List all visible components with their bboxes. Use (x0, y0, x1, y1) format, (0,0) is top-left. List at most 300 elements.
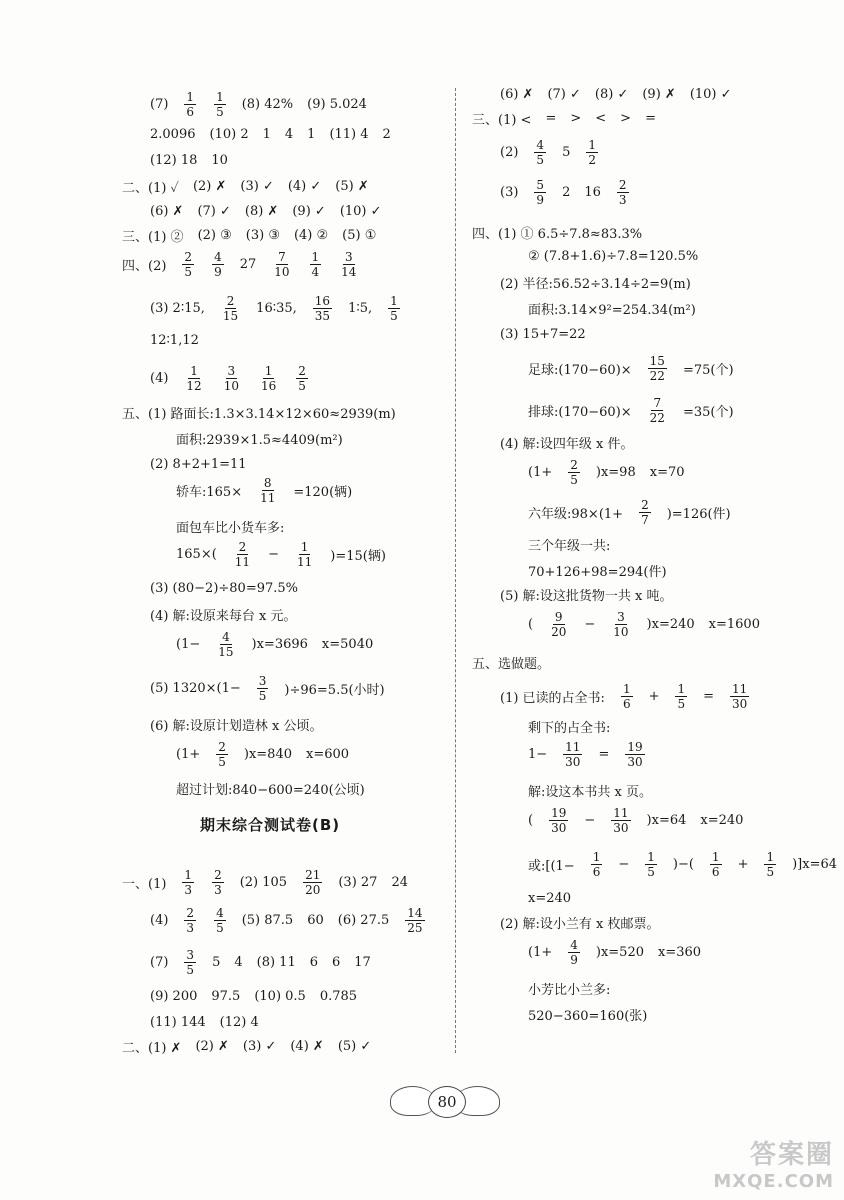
answer-text: (9) ✓ (292, 203, 326, 219)
answer-text: 剩下的占全书: (528, 720, 611, 736)
fraction-numerator: 2 (238, 539, 247, 554)
answer-text: 六年级:98×(1+ (528, 506, 624, 522)
fraction-denominator: 5 (298, 378, 306, 393)
fraction-denominator: 14 (341, 264, 357, 279)
fraction-numerator: 2 (186, 905, 195, 920)
answer-text: 三、(1) ② (122, 229, 184, 245)
fraction-numerator: 4 (570, 937, 578, 952)
answer-text: (11) 144 (150, 1014, 206, 1030)
fraction (532, 179, 548, 206)
answer-line (176, 768, 365, 808)
answer-text: (4) (150, 912, 169, 928)
answer-text: 27 (239, 256, 257, 272)
fraction (214, 741, 230, 768)
fraction-numerator: 4 (216, 905, 224, 920)
fraction-denominator: 5 (570, 472, 578, 487)
section-title: 期末综合测试卷(B) (200, 816, 341, 834)
fraction-numerator: 2 (618, 177, 627, 192)
fraction (532, 139, 548, 166)
fraction-numerator: 1 (588, 137, 596, 152)
fraction-denominator: 3 (618, 192, 627, 207)
answer-text: (5) 解:设这批货物一共 x 吨。 (500, 588, 673, 604)
answer-line (528, 994, 647, 1034)
fraction-denominator: 5 (216, 104, 224, 119)
fraction-numerator: 1 (711, 849, 720, 864)
fraction-denominator: 6 (711, 864, 720, 879)
fraction (403, 907, 426, 934)
answer-line (528, 452, 685, 492)
answer-text: 五、选做题。 (472, 656, 551, 672)
fraction-numerator: 2 (226, 293, 235, 308)
fraction-numerator: 1 (766, 849, 775, 864)
answer-text: (3) 2∶15, (150, 300, 205, 316)
fraction (257, 365, 280, 392)
answer-text: = (545, 110, 557, 126)
answer-text: =120(辆) (293, 484, 353, 500)
fraction-denominator: 20 (305, 882, 321, 897)
answer-line (176, 470, 352, 510)
answer-text: 1∶5, (348, 300, 373, 316)
answer-text: 0.785 (319, 988, 358, 1004)
fraction (623, 741, 646, 768)
fraction (728, 683, 751, 710)
answer-text: (8) 42% (241, 96, 294, 112)
fraction-numerator: 1 (300, 539, 309, 554)
answer-text: (1+ (528, 944, 553, 960)
answer-text: (5) ✗ (335, 178, 369, 194)
answer-line (528, 844, 837, 884)
fraction-numerator: 1 (264, 363, 273, 378)
fraction (337, 251, 360, 278)
answer-text: x=70 (649, 464, 685, 480)
answer-text: (4) ✗ (290, 1038, 324, 1054)
answer-text: 面包车比小货车多: (176, 520, 285, 536)
answer-text: x=5040 (321, 636, 374, 652)
answer-text: (7) (150, 954, 169, 970)
fraction (294, 365, 310, 392)
fraction-denominator: 16 (260, 378, 277, 393)
answer-text: (3) ✓ (240, 178, 274, 194)
answer-text: 97.5 (211, 988, 241, 1004)
fraction-denominator: 6 (622, 696, 631, 711)
fraction (293, 541, 316, 568)
fraction-numerator: 1 (311, 249, 320, 264)
answer-text: 4 (284, 126, 294, 142)
fraction (214, 631, 237, 658)
answer-text: (4) (150, 370, 169, 386)
fraction (180, 869, 196, 896)
answer-text: 16 (584, 184, 601, 200)
fraction-numerator: 2 (641, 497, 649, 512)
answer-text: 4 (234, 954, 243, 970)
answer-text: (12) 4 (219, 1014, 259, 1030)
fraction (311, 295, 334, 322)
answer-text: = (645, 110, 656, 126)
fraction (609, 611, 632, 638)
answer-text: (8) 11 (256, 954, 296, 970)
answer-text: 2 (562, 184, 571, 200)
answer-text: (4) ② (293, 227, 329, 243)
answer-text: − (268, 546, 279, 562)
fraction-numerator: 15 (649, 353, 665, 368)
answer-text: ② (7.8+1.6)÷7.8=120.5% (528, 248, 699, 264)
answer-text: )=126(件) (666, 506, 731, 522)
answer-text: )x=240 (646, 616, 695, 632)
fraction-denominator: 5 (647, 864, 655, 879)
answer-line (500, 172, 631, 212)
fraction-numerator: 7 (653, 395, 662, 410)
fraction-denominator: 15 (218, 644, 234, 659)
fraction-denominator: 22 (649, 410, 665, 425)
answer-text: )x=3696 (251, 636, 308, 652)
answer-text: (10) ✓ (339, 203, 382, 219)
answer-text: > (620, 110, 632, 126)
answer-text: 四、(1) ① 6.5÷7.8≈83.3% (472, 226, 643, 242)
answer-text: (2) ✗ (192, 178, 227, 194)
answer-text: (6) ✗ (500, 86, 534, 102)
answer-text: 17 (354, 954, 371, 970)
fraction-denominator: 10 (274, 264, 290, 279)
answer-text: 足球:(170−60)× (528, 362, 632, 378)
fraction-denominator: 5 (677, 696, 686, 711)
answer-text: 5 (212, 954, 221, 970)
answer-text: 60 (307, 912, 324, 928)
answer-text: 12∶1,12 (150, 332, 199, 348)
answer-text: (3) ③ (245, 227, 280, 243)
answer-text: (11) 4 (329, 126, 369, 142)
fraction-denominator: 5 (766, 864, 775, 879)
fraction-numerator: 3 (617, 609, 625, 624)
fraction-denominator: 25 (407, 920, 423, 935)
fraction (566, 459, 582, 486)
fraction (386, 295, 402, 322)
answer-text: (3) 15+7=22 (500, 326, 586, 342)
answer-text: ( (528, 616, 534, 632)
fraction-denominator: 9 (536, 192, 545, 207)
fraction (255, 675, 271, 702)
fraction-denominator: 30 (613, 820, 629, 835)
fraction-numerator: 21 (305, 867, 321, 882)
fraction (584, 139, 600, 166)
answer-text: 排球:(170−60)× (528, 404, 632, 420)
fraction (637, 499, 653, 526)
answer-text: (9) 5.024 (307, 96, 367, 112)
fraction-denominator: 2 (588, 152, 596, 167)
fraction (270, 251, 293, 278)
fraction-denominator: 5 (390, 308, 398, 323)
answer-line (122, 862, 408, 902)
fraction-numerator: 8 (263, 475, 272, 490)
fraction (256, 477, 279, 504)
fraction-denominator: 3 (214, 882, 222, 897)
fraction-numerator: 1 (592, 849, 601, 864)
answer-text: − (584, 812, 596, 828)
fraction-denominator: 11 (296, 554, 313, 569)
answer-text: )−( (672, 856, 694, 872)
fraction-denominator: 5 (536, 152, 545, 167)
answer-text: (7) (150, 96, 169, 112)
fraction-numerator: 2 (184, 249, 193, 264)
fraction-numerator: 2 (570, 457, 578, 472)
answer-text: (1− (176, 636, 201, 652)
answer-text: =35(个) (682, 404, 734, 420)
answer-text: 1 (307, 126, 316, 142)
fraction-denominator: 5 (218, 754, 226, 769)
fraction-denominator: 22 (649, 368, 665, 383)
fraction (547, 611, 570, 638)
fraction (301, 869, 324, 896)
fraction-numerator: 1 (622, 681, 631, 696)
answer-text: 1 (262, 126, 271, 142)
answer-text: (10) 2 (209, 126, 249, 142)
answer-text: 70+126+98=294(件) (528, 564, 667, 580)
fraction (182, 907, 198, 934)
fraction-numerator: 4 (222, 629, 230, 644)
fraction-numerator: 7 (278, 249, 286, 264)
answer-text: 四、(2) (122, 258, 167, 274)
fraction-numerator: 19 (551, 805, 567, 820)
answer-text: 1− (528, 746, 548, 762)
answer-text: 6 (309, 954, 318, 970)
answer-text: < (595, 110, 607, 126)
fraction (182, 365, 205, 392)
fraction (619, 683, 635, 710)
answer-line (528, 604, 760, 644)
answer-text: x=240 (528, 890, 572, 906)
answer-text: x=600 (306, 746, 350, 762)
fraction-numerator: 9 (554, 609, 563, 624)
fraction-denominator: 30 (627, 754, 643, 769)
answer-line (150, 900, 427, 940)
answer-text: 16∶35, (256, 300, 297, 316)
fraction-denominator: 9 (214, 264, 222, 279)
fraction (566, 939, 582, 966)
answer-line (500, 132, 600, 172)
answer-text: )x=840 (243, 746, 292, 762)
fraction-denominator: 9 (570, 952, 578, 967)
answer-text: 一、(1) (122, 876, 167, 892)
answer-text: (2) 8+2+1=11 (150, 456, 247, 472)
answer-text: (1+ (176, 746, 201, 762)
answer-text: 轿车:165× (176, 484, 243, 500)
answer-line (122, 1026, 371, 1066)
answer-text: 6 (332, 954, 341, 970)
fraction-denominator: 35 (314, 308, 331, 323)
fraction-numerator: 4 (214, 249, 222, 264)
fraction-denominator: 3 (186, 920, 195, 935)
answer-text: (10) 0.5 (254, 988, 306, 1004)
answer-text: 二、(1) ✗ (122, 1040, 182, 1056)
fraction-denominator: 11 (234, 554, 251, 569)
fraction-denominator: 11 (260, 490, 276, 505)
answer-line (528, 932, 701, 972)
answer-text: (2) 105 (239, 874, 288, 890)
answer-text: (8) ✓ (594, 86, 629, 102)
answer-text: (5) 1320×(1− (150, 680, 241, 696)
fraction-denominator: 10 (613, 624, 629, 639)
answer-text: (3) (80−2)÷80=97.5% (150, 580, 299, 596)
answer-text: x=240 (700, 812, 744, 828)
fraction-numerator: 11 (732, 681, 748, 696)
fraction-denominator: 3 (184, 882, 193, 897)
answer-text: (3) ✓ (242, 1038, 277, 1054)
fraction (762, 851, 778, 878)
answer-text: )x=520 (595, 944, 644, 960)
answer-text: (7) ✓ (547, 86, 581, 102)
answer-text: (9) ✗ (642, 86, 676, 102)
fraction-numerator: 19 (627, 739, 643, 754)
answer-text: 三个年级一共: (528, 538, 611, 554)
fraction-denominator: 6 (186, 104, 195, 119)
fraction-denominator: 5 (186, 962, 195, 977)
answer-text: > (570, 110, 582, 126)
fraction (646, 355, 669, 382)
answer-line (150, 320, 199, 360)
answer-text: 520−360=160(张) (528, 1008, 648, 1024)
answer-text: (6) 27.5 (337, 912, 390, 928)
answer-text: (4) ✓ (287, 178, 322, 194)
fraction (308, 251, 324, 278)
answer-text: (2) 半径:56.52÷3.14÷2=9(m) (500, 276, 691, 292)
fraction (547, 807, 570, 834)
answer-text: )=15(辆) (330, 548, 386, 564)
fraction-denominator: 12 (186, 378, 202, 393)
watermark (713, 1134, 834, 1192)
answer-text: )x=64 (646, 812, 687, 828)
answer-line (150, 668, 385, 708)
fraction-numerator: 1 (677, 681, 686, 696)
answer-text: 2 (382, 126, 391, 142)
answer-text: x=360 (658, 944, 702, 960)
fraction-numerator: 3 (258, 673, 267, 688)
fraction-numerator: 1 (186, 89, 195, 104)
answer-text: (10) ✓ (689, 86, 732, 102)
answer-text: (5) ✓ (337, 1038, 372, 1054)
answer-text: (12) 18 (150, 152, 198, 168)
answer-text: (5) ① (342, 227, 377, 243)
answer-text: + (737, 856, 749, 872)
fraction-numerator: 14 (407, 905, 423, 920)
fraction-numerator: 1 (216, 89, 224, 104)
fraction (182, 949, 198, 976)
fraction-numerator: 3 (186, 947, 195, 962)
answer-text: (3) (500, 184, 519, 200)
page-number-badge (390, 1080, 500, 1140)
fraction-numerator: 2 (214, 867, 222, 882)
answer-text: (4) 解:设四年级 x 件。 (500, 436, 634, 452)
fraction-numerator: 1 (184, 867, 193, 882)
fraction-denominator: 20 (551, 624, 567, 639)
fraction-numerator: 11 (565, 739, 581, 754)
answer-text: (2) (500, 144, 519, 160)
fraction-numerator: 5 (536, 177, 545, 192)
fraction-numerator: 3 (227, 363, 236, 378)
fraction (219, 295, 242, 322)
answer-text: (6) 解:设原计划造林 x 公顷。 (150, 718, 323, 734)
fraction-numerator: 3 (344, 249, 353, 264)
answer-text: 超过计划:840−600=240(公顷) (176, 782, 365, 798)
fraction (220, 365, 243, 392)
page-number: 80 (428, 1086, 466, 1118)
answer-text: (7) ✓ (197, 203, 231, 219)
fraction (589, 851, 605, 878)
fraction (615, 179, 631, 206)
answer-text: 10 (211, 152, 228, 168)
fraction-numerator: 2 (298, 363, 306, 378)
answer-text: )x=98 (595, 464, 636, 480)
fraction (210, 869, 226, 896)
answer-text: =75(个) (682, 362, 734, 378)
answer-text: − (618, 856, 630, 872)
answer-text: (2) ③ (197, 227, 232, 243)
answer-text: − (584, 616, 596, 632)
fraction-denominator: 30 (565, 754, 581, 769)
fraction-denominator: 4 (311, 264, 320, 279)
answer-line (528, 800, 743, 840)
answer-text: (4) 解:设原来每台 x 元。 (150, 608, 297, 624)
fraction-denominator: 10 (223, 378, 239, 393)
fraction (643, 851, 659, 878)
answer-text: 解:设这本书共 x 页。 (528, 784, 652, 800)
answer-line (528, 734, 647, 774)
fraction-numerator: 16 (314, 293, 331, 308)
answer-text: = (598, 746, 610, 762)
answer-text: (1) 已读的占全书: (500, 690, 605, 706)
fraction-denominator: 5 (258, 688, 267, 703)
answer-text: 24 (391, 874, 408, 890)
fraction-numerator: 1 (390, 293, 398, 308)
fraction-numerator: 11 (613, 805, 629, 820)
fraction-denominator: 5 (216, 920, 224, 935)
answer-text: 面积:3.14×9²=254.34(m²) (528, 302, 696, 318)
answer-text: (2) 解:设小兰有 x 枚邮票。 (500, 916, 660, 932)
answer-text: 面积:2939×1.5≈4409(m²) (176, 432, 343, 448)
answer-text: 165×( (176, 546, 217, 562)
column-divider (455, 88, 456, 1053)
answer-text: (5) 87.5 (241, 912, 294, 928)
answer-text: ( (528, 812, 534, 828)
fraction (231, 541, 254, 568)
fraction-numerator: 1 (647, 849, 655, 864)
answer-text: )÷96=5.5(小时) (284, 682, 385, 698)
answer-text: 三、(1) < (472, 112, 532, 128)
fraction-numerator: 1 (190, 363, 198, 378)
watermark-url: MXQE.COM (713, 1171, 834, 1192)
fraction-numerator: 2 (218, 739, 226, 754)
fraction (210, 251, 226, 278)
fraction (561, 741, 584, 768)
watermark-logo: 答案圈 (749, 1140, 834, 1170)
answer-text: (1+ (528, 464, 553, 480)
answer-line (176, 624, 373, 664)
fraction-denominator: 7 (641, 512, 649, 527)
fraction-denominator: 15 (222, 308, 239, 323)
fraction-denominator: 6 (592, 864, 601, 879)
answer-text: 二、(1) ✓ (122, 180, 179, 196)
fraction (708, 851, 724, 878)
answer-line (528, 348, 734, 388)
answer-text: = (703, 688, 715, 704)
fraction (609, 807, 632, 834)
answer-text: 2.0096 (150, 126, 196, 142)
fraction (673, 683, 689, 710)
answer-text: (2) ✗ (195, 1038, 229, 1054)
fraction-denominator: 5 (184, 264, 193, 279)
answer-text: )]x=64 (792, 856, 838, 872)
fraction-denominator: 30 (551, 820, 567, 835)
fraction-denominator: 30 (732, 696, 748, 711)
fraction-numerator: 4 (536, 137, 545, 152)
